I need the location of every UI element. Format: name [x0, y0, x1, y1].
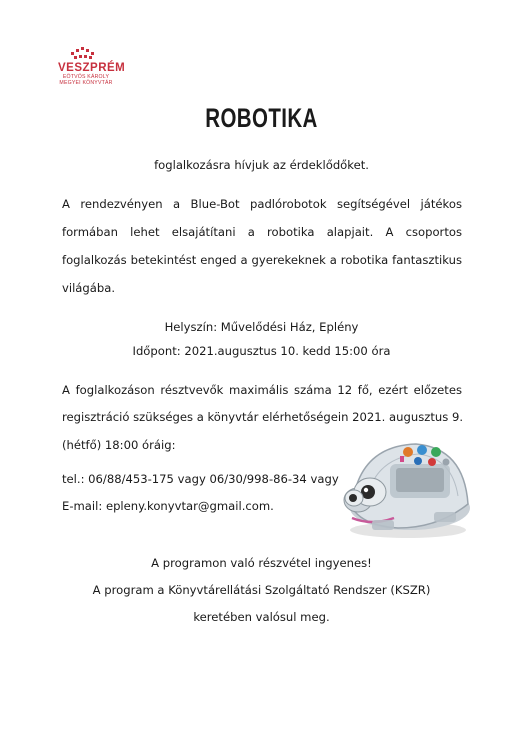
- page-title: ROBOTIKA: [205, 103, 318, 133]
- footer-line-1: A programon való részvétel ingyenes!: [151, 556, 372, 570]
- contact-phone: tel.: 06/88/453-175 vagy 06/30/998-86-34 vagy: [62, 472, 339, 486]
- logo-name: VESZPRÉM: [58, 62, 126, 74]
- contact-email: E-mail: epleny.konyvtar@gmail.com.: [62, 499, 274, 513]
- registration-line-3: (hétfő) 18:00 óráig:: [62, 438, 176, 452]
- crown-icon: [62, 47, 102, 61]
- intro-text: foglalkozásra hívjuk az érdeklődőket.: [154, 158, 369, 172]
- description-line-3: foglalkozás betekintést enged a gyerekeknek a robotika fantasztikus: [62, 253, 462, 267]
- registration-line-1: A foglalkozáson résztvevők maximális száma 12 fő, ezért előzetes: [62, 383, 462, 397]
- registration-line-2: regisztráció szükséges a könyvtár elérhetőségein 2021. augusztus 9.: [62, 410, 464, 424]
- location-text: Helyszín: Művelődési Ház, Eplény: [164, 320, 359, 334]
- logo-subtitle-2: MEGYEI KÖNYVTÁR: [59, 80, 113, 87]
- footer-line-3: keretében valósul meg.: [193, 610, 330, 624]
- library-logo: [58, 47, 128, 87]
- logo-subtitle-1: EÖTVÖS KÁROLY: [62, 74, 110, 80]
- footer-line-2: A program a Könyvtárellátási Szolgáltató Rendszer (KSZR): [92, 583, 431, 597]
- description-line-4: világába.: [62, 281, 116, 295]
- blue-bot-robot-image: [338, 436, 470, 540]
- time-text: Időpont: 2021.augusztus 10. kedd 15:00 óra: [132, 344, 391, 358]
- description-line-1: A rendezvényen a Blue-Bot padlórobotok segítségével játékos: [62, 197, 462, 211]
- description-line-2: formában lehet elsajátítani a robotika alapjait. A csoportos: [62, 225, 462, 239]
